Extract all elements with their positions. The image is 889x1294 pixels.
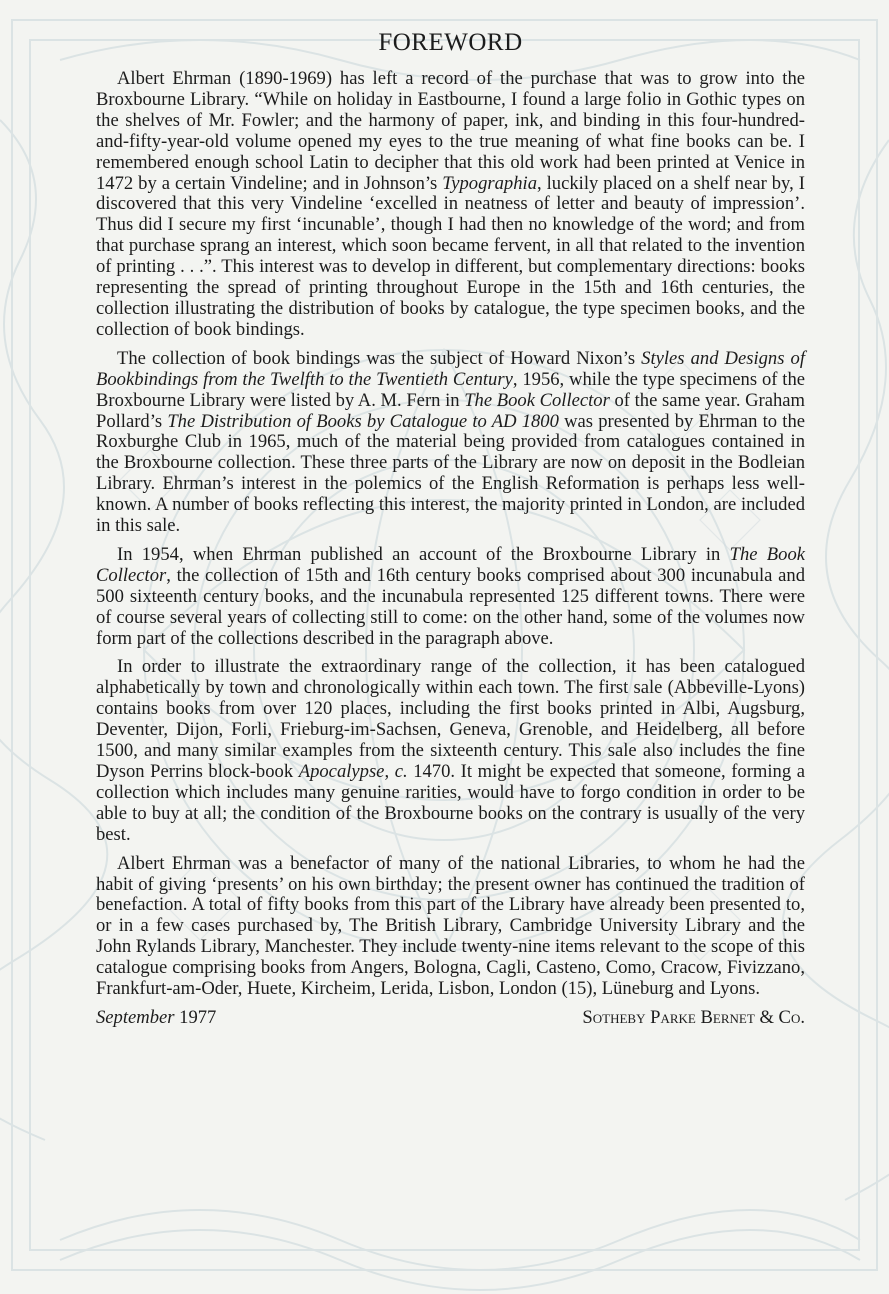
date-year: 1977	[179, 1006, 217, 1028]
paragraph-3	[96, 545, 805, 650]
text-run: 1470. It might be expected that someone, forming a collection which includes many genuine rarities, would have to forgo condition in order to be able to buy at all; the condition of the Broxbourne books on the contrary is usually of the very best.	[96, 761, 805, 845]
paragraph-5	[96, 854, 805, 1000]
foreword-page	[96, 30, 805, 1029]
signoff	[96, 1008, 805, 1029]
italic-text: Typographia	[442, 172, 537, 194]
text-run: In order to illustrate the extraordinary range of the collection, it has been catalogued alphabetically by town and chronologically within each town. The first sale (Abbeville-Lyons) contains books from over 120 places, including the first books printed in Albi, Augsburg, Deventer, Dijon, Forli, Frieburg-im-Sachsen, Geneva, Grenoble, and Heidelberg, all before 1500, and many similar examples from the sixteenth century. This sale also includes the fine Dyson Perrins block-book	[96, 656, 805, 782]
text-run: The collection of book bindings was the subject of Howard Nixon’s	[117, 347, 642, 369]
italic-text: c.	[394, 761, 408, 782]
italic-text: Apocalypse	[298, 761, 385, 782]
text-run: Albert Ehrman (1890-1969) has left a record of the purchase that was to grow into the Broxbourne Library. “While on holiday in Eastbourne, I found a large folio in Gothic types on the shelves of Mr. Fowler; and the harmony of paper, ink, and binding in this four-hundred-and-fifty-year-old volume opened my eyes to the true meaning of what fine books can be. I remembered enough school Latin to decipher that this old work had been printed at Venice in 1472 by a certain Vindeline; and in Johnson’s	[96, 68, 805, 194]
text-run: ,	[384, 761, 395, 782]
text-run: , 1956, while the type specimens of the Broxbourne Library were listed by A. M. Fern in	[96, 368, 805, 411]
italic-text: The Book Collector	[96, 543, 805, 586]
text-run: In 1954, when Ehrman published an account of the Broxbourne Library in	[117, 543, 730, 565]
paragraph-2	[96, 349, 805, 537]
paragraph-1	[96, 69, 805, 341]
foreword-body	[96, 69, 805, 1000]
italic-text: Styles and Designs of Bookbindings from the Twelfth to the Twentieth Century	[96, 347, 805, 390]
italic-text: The Distribution of Books by Catalogue to AD 1800	[167, 410, 559, 432]
text-run: Albert Ehrman was a benefactor of many of the national Libraries, to whom he had the habit of giving ‘presents’ on his own birthday; the present owner has continued the tradition of benefaction. A total of fifty books from this part of the Library have already been presented to, or in a few cases purchased by, The British Library, Cambridge University Library and the John Rylands Library, Manchester. They include twenty-nine items relevant to the scope of this catalogue comprising books from Angers, Bologna, Cagli, Casteno, Como, Cracow, Fivizzano, Frankfurt-am-Oder, Huete, Kircheim, Lerida, Lisbon, London (15), Lüneburg and Lyons.	[96, 852, 805, 1000]
text-run: , luckily placed on a shelf near by, I discovered that this very Vindeline ‘excelled in neatness of letter and beauty of impression’. Thus did I secure my first ‘incunable’, though I had then no knowledge of the word; and from that purchase sprang an interest, which soon became fervent, in all that related to the invention of printing . . .”. This interest was to develop in different, but complementary directions: books representing the spread of printing throughout Europe in the 15th and 16th centuries, the collection illustrating the distribution of books by catalogue, the type specimen books, and the collection of book bindings.	[96, 172, 805, 340]
text-run: , the collection of 15th and 16th century books comprised about 300 incunabula and 500 sixteenth century books, and the incunabula represented 125 different towns. There were of course several years of collecting still to come: on the other hand, some of the volumes now form part of the collections described in the paragraph above.	[96, 564, 805, 649]
paragraph-4	[96, 657, 805, 845]
text-run: of the same year. Graham Pollard’s	[96, 389, 805, 432]
italic-text: The Book Collector	[464, 389, 610, 411]
page-title: FOREWORD	[378, 29, 523, 56]
company-name: Sotheby Parke Bernet & Co.	[582, 1006, 805, 1028]
date-line	[96, 1008, 216, 1029]
date-month: September	[96, 1006, 175, 1028]
text-run: was presented by Ehrman to the Roxburghe Club in 1965, much of the material being provided from catalogues contained in the Broxbourne collection. These three parts of the Library are now on deposit in the Bodleian Library. Ehrman’s interest in the polemics of the English Reformation is perhaps less well-known. A number of books reflecting this interest, the majority printed in London, are included in this sale.	[96, 410, 805, 537]
